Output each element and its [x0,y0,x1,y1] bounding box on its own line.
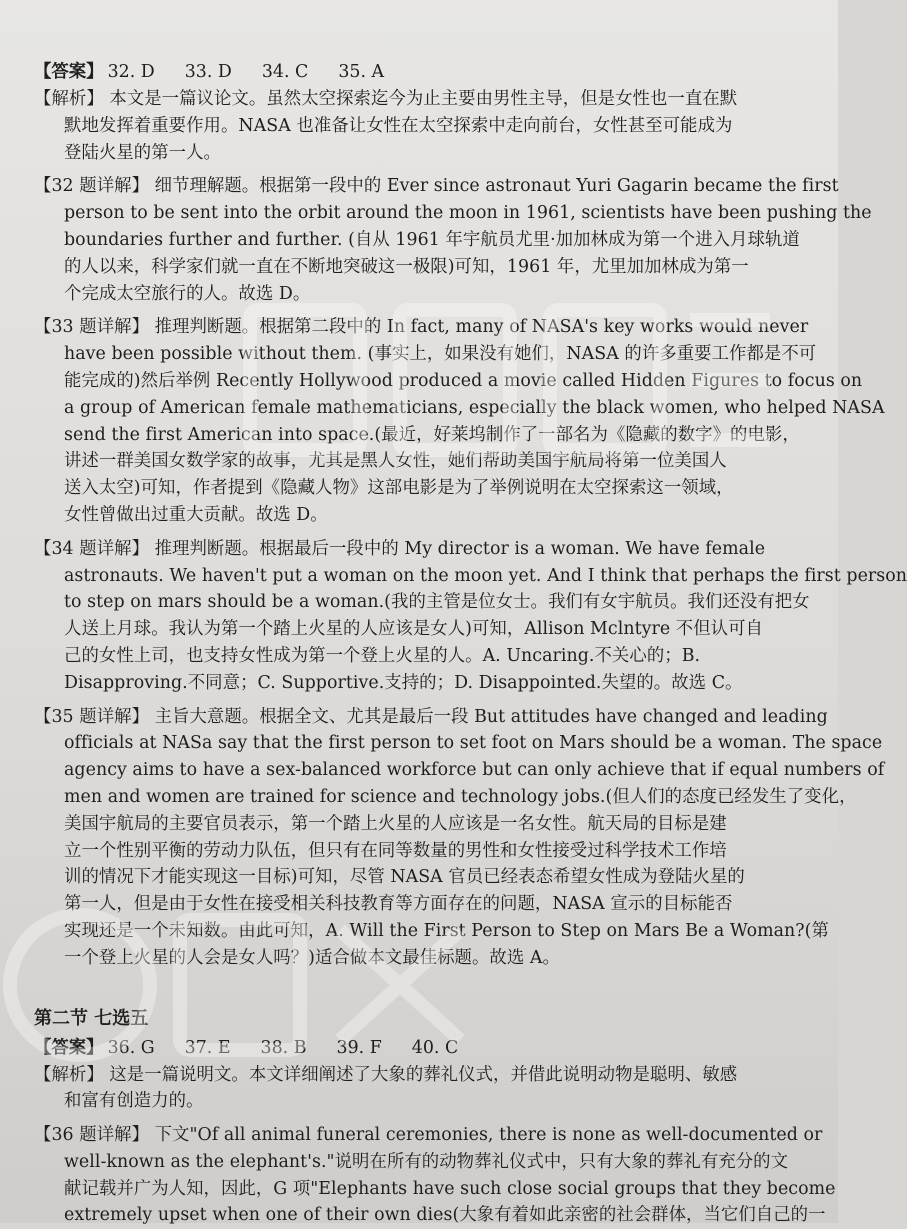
text-line: 能完成的)然后举例 Recently Hollywood produced a movie called Hidden Figures to focus on [64,370,863,391]
text-line: 训的情况下才能实现这一目标)可知，尽管 NASA 官员已经表态希望女性成为登陆火星的 [64,867,745,888]
answer-40: 40. C [411,1037,459,1058]
text-line: 【32 题详解】 细节理解题。根据第一段中的 Ever since astronaut Yuri Gagarin became the first [34,176,839,197]
explanation-q34 [34,536,907,697]
text-line: 人送上月球。我认为第一个踏上火星的人应该是女人)可知，Allison Mclntyre 不但认可自 [64,619,763,640]
text-line: 和富有创造力的。 [64,1091,204,1112]
answer-33: 33. D [184,62,232,82]
answer-key-part1 [34,58,798,86]
answer-label: 【答案】 [34,1037,104,1058]
text-line: 【33 题详解】 推理判断题。根据第二段中的 In fact, many of NASA's key works would never [34,317,809,338]
text-line: 【35 题详解】 主旨大意题。根据全文、尤其是最后一段 But attitudes have changed and leading [34,706,828,727]
text-line: send the first American into space.(最近，好莱坞制作了一部名为《隐藏的数字》的电影， [64,424,800,445]
text-line: 默地发挥着重要作用。NASA 也准备让女性在太空探索中走向前台，女性甚至可能成为 [64,115,733,136]
answer-35: 35. A [338,62,385,82]
text-line: extremely upset when one of their own dies(大象有着如此亲密的社会群体，当它们自己的一 [64,1205,826,1226]
text-line: 【34 题详解】 推理判断题。根据最后一段中的 My director is a woman. We have female [34,538,766,559]
text-line: 【解析】 这是一篇说明文。本文详细阐述了大象的葬礼仪式，并借此说明动物是聪明、敏感 [34,1064,738,1085]
text-line: 美国宇航局的主要官员表示，第一个踏上火星的人应该是一名女性。航天局的目标是建 [64,813,727,834]
text-line: 实现还是一个未知数。由此可知，A. Will the First Person to Step on Mars Be a Woman?(第 [64,920,829,941]
answer-34: 34. C [261,62,309,82]
text-line: Disapproving.不同意；C. Supportive.支持的；D. Disappointed.失望的。故选 C。 [64,672,743,693]
text-line: 【36 题详解】 下文"Of all animal funeral ceremonies, there is none as well-documented or [34,1125,823,1146]
answer-37: 37. E [184,1037,231,1058]
answer-39: 39. F [336,1037,382,1058]
text-line: well-known as the elephant's."说明在所有的动物葬礼仪式中，只有大象的葬礼有充分的文 [64,1151,789,1172]
text-line: 的人以来，科学家们就一直在不断地突破这一极限)可知，1961 年，尤里加加林成为第一 [64,256,749,277]
text-line: a group of American female mathematicians, especially the black women, who helped NASA [64,397,885,418]
text-line: 己的女性上司，也支持女性成为第一个登上火星的人。A. Uncaring.不关心的；B. [64,645,701,666]
analysis-part2 [34,1062,798,1116]
text-line: agency aims to have a sex-balanced workforce but can only achieve that if equal numbers of [64,760,885,781]
text-line: officials at NASa say that the first person to set foot on Mars should be a woman. The space [64,733,883,754]
answer-32: 32. D [107,62,155,82]
text-line: person to be sent into the orbit around the moon in 1961, scientists have been pushing the [64,203,872,224]
text-line: 一个登上火星的人会是女人吗？)适合做本文最佳标题。故选 A。 [64,947,560,968]
text-line: 【解析】 本文是一篇议论文。虽然太空探索迄今为止主要由男性主导，但是女性也一直在默 [34,89,738,109]
text-line: astronauts. We haven't put a woman on the moon yet. And I think that perhaps the first person [64,565,907,586]
text-line: boundaries further and further. (自从 1961 年宇航员尤里·加加林成为第一个进入月球轨道 [64,229,800,250]
text-line: 立一个性别平衡的劳动力队伍，但只有在同等数量的男性和女性接受过科学技术工作培 [64,840,727,861]
answer-36: 36. G [107,1037,155,1058]
text-line: 讲述一群美国女数学家的故事，尤其是黑人女性，她们帮助美国宇航局将第一位美国人 [64,451,727,472]
section-title: 第二节 七选五 [34,1007,149,1029]
text-line: 第一人，但是由于女性在接受相关科技教育等方面存在的问题，NASA 宣示的目标能否 [64,894,733,915]
explanation-q32 [34,173,872,307]
text-line: have been possible without them. (事实上，如果没有她们，NASA 的许多重要工作都是不可 [64,344,817,365]
text-line: 送入太空)可知，作者提到《隐藏人物》这部电影是为了举例说明在太空探索这一领域， [64,478,734,499]
answer-key-part2 [34,1034,798,1062]
answer-label: 【答案】 [34,62,104,82]
explanation-q35 [34,704,885,972]
text-line: 女性曾做出过重大贡献。故选 D。 [64,504,328,525]
text-line: men and women are trained for science and technology jobs.(但人们的态度已经发生了变化， [64,786,857,807]
text-line: 个完成太空旅行的人。故选 D。 [64,283,311,304]
explanation-q36 [34,1122,836,1229]
text-line: to step on mars should be a woman.(我的主管是位女士。我们有女宇航员。我们还没有把女 [64,592,810,613]
text-line: 献记载并广为人知，因此，G 项"Elephants have such close social groups that they become [64,1178,836,1199]
text-line: 登陆火星的第一人。 [64,142,221,163]
answer-38: 38. B [260,1037,307,1058]
analysis-part1 [34,86,798,166]
explanation-q33 [34,314,885,528]
